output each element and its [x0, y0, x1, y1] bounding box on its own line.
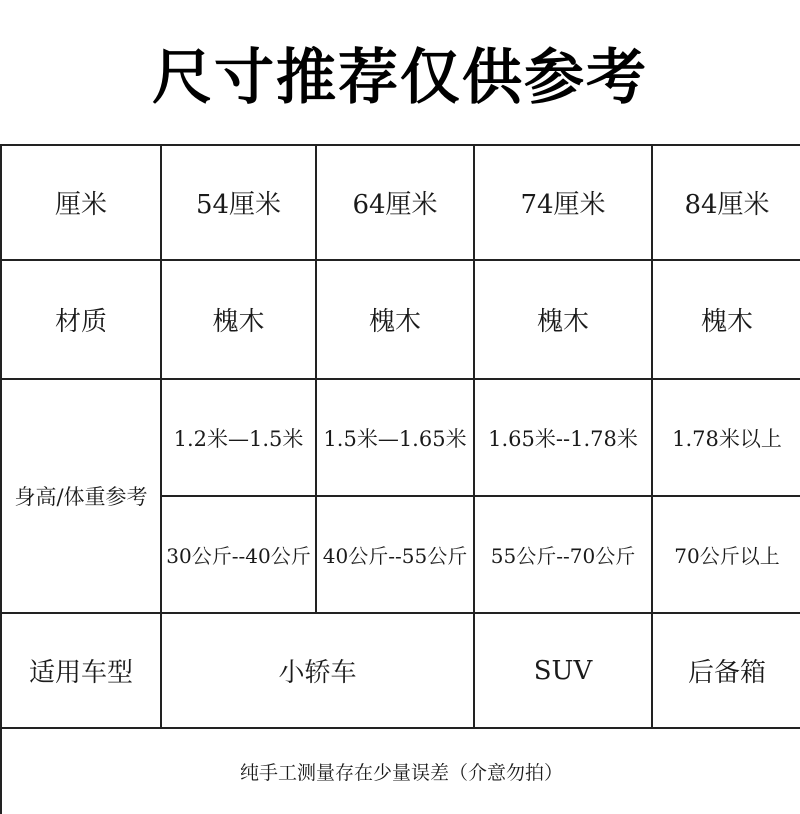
material-74cm: 槐木: [474, 260, 652, 379]
material-row: [1, 260, 800, 379]
size-74cm: 74厘米: [474, 145, 652, 260]
height-64cm: 1.5米—1.65米: [316, 379, 474, 496]
vehicle-sedan: 小轿车: [161, 613, 474, 728]
note-row: [1, 728, 800, 814]
size-64cm: 64厘米: [316, 145, 474, 260]
size-header-row: [1, 145, 800, 260]
height-54cm: 1.2米—1.5米: [161, 379, 316, 496]
material-54cm: 槐木: [161, 260, 316, 379]
material-84cm: 槐木: [652, 260, 800, 379]
row-label-material: 材质: [1, 260, 161, 379]
size-84cm: 84厘米: [652, 145, 800, 260]
vehicle-suv: SUV: [474, 613, 652, 728]
vehicle-trunk: 后备箱: [652, 613, 800, 728]
weight-74cm: 55公斤--70公斤: [474, 496, 652, 613]
size-recommendation-table: [0, 144, 800, 814]
measurement-note: 纯手工测量存在少量误差（介意勿拍）: [1, 728, 800, 814]
weight-54cm: 30公斤--40公斤: [161, 496, 316, 613]
weight-64cm: 40公斤--55公斤: [316, 496, 474, 613]
page-title: 尺寸推荐仅供参考: [152, 43, 648, 113]
row-label-cm: 厘米: [1, 145, 161, 260]
height-84cm: 1.78米以上: [652, 379, 800, 496]
row-label-vehicle: 适用车型: [1, 613, 161, 728]
height-row: [1, 379, 800, 496]
size-54cm: 54厘米: [161, 145, 316, 260]
vehicle-row: [1, 613, 800, 728]
material-64cm: 槐木: [316, 260, 474, 379]
weight-84cm: 70公斤以上: [652, 496, 800, 613]
height-74cm: 1.65米--1.78米: [474, 379, 652, 496]
row-label-height-weight: 身高/体重参考: [1, 379, 161, 613]
